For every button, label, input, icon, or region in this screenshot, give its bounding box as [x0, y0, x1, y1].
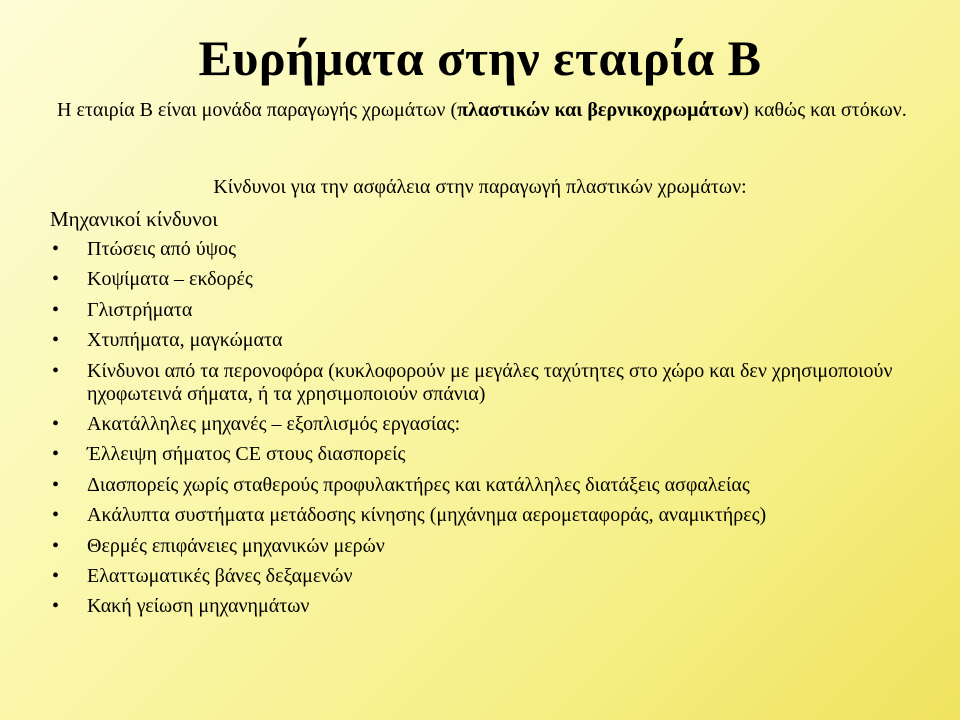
list-item-text: Γλιστρήματα	[87, 298, 193, 321]
intro-text-after: ) καθώς και στόκων.	[742, 99, 907, 121]
bullet-icon: •	[52, 412, 60, 435]
list-item	[52, 329, 932, 352]
list-item	[52, 595, 932, 618]
bullet-icon: •	[52, 504, 60, 527]
category-heading: Μηχανικοί κίνδυνοι	[50, 207, 218, 231]
bullet-icon: •	[52, 298, 60, 321]
list-item-text: Πτώσεις από ύψος	[87, 238, 237, 260]
bullet-icon: •	[52, 359, 60, 382]
list-item-text: Έλλειψη σήματος CE στους διασπορείς	[87, 443, 406, 466]
list-item-text: Ακατάλληλες μηχανές – εξοπλισμός εργασίας:	[87, 412, 461, 435]
intro-text-before: Η εταιρία Β είναι μονάδα παραγωγής χρωμάτων (	[57, 99, 458, 121]
list-item-text: Θερμές επιφάνειες μηχανικών μερών	[87, 534, 385, 557]
list-item-text: Κακή γείωση μηχανημάτων	[87, 595, 310, 618]
list-item	[52, 504, 932, 527]
section-subheading: Κίνδυνοι για την ασφάλεια στην παραγωγή πλαστικών χρωμάτων:	[213, 176, 747, 198]
list-item	[52, 360, 932, 406]
bullet-icon: •	[52, 595, 60, 618]
list-item	[52, 299, 932, 322]
list-item-text: Κοψίματα – εκδορές	[87, 268, 253, 291]
bullet-icon: •	[52, 564, 60, 587]
list-item	[52, 565, 932, 588]
list-item-text: Κίνδυνοι από τα περονοφόρα (κυκλοφορούν με μεγάλες ταχύτητες στο χώρο και δεν χρησιμοποιούν ηχοφωτεινά σήματα, ή τα χρησιμοποιούν σπάνια)	[87, 359, 893, 405]
bullet-icon: •	[52, 534, 60, 557]
list-item	[52, 413, 932, 436]
bullet-icon: •	[52, 443, 60, 466]
list-item	[52, 535, 932, 558]
list-item	[52, 268, 932, 291]
list-item-text: Ελαττωματικές βάνες δεξαμενών	[87, 564, 353, 587]
intro-text-bold: πλαστικών και βερνικοχρωμάτων	[457, 99, 743, 121]
list-item-text: Ακάλυπτα συστήματα μετάδοσης κίνησης (μηχάνημα αερομεταφοράς, αναμικτήρες)	[87, 504, 767, 527]
list-item	[52, 443, 932, 466]
bullet-icon: •	[52, 473, 60, 496]
list-item	[52, 238, 932, 261]
hazard-list	[52, 238, 932, 626]
intro-paragraph	[57, 98, 937, 122]
bullet-icon: •	[52, 329, 60, 352]
slide-title: Ευρήματα στην εταιρία Β	[198, 30, 762, 86]
list-item-text: Διασπορείς χωρίς σταθερούς προφυλακτήρες και κατάλληλες διατάξεις ασφαλείας	[87, 473, 750, 496]
list-item-text: Χτυπήματα, μαγκώματα	[87, 329, 283, 352]
list-item	[52, 474, 932, 497]
bullet-icon: •	[52, 238, 60, 260]
bullet-icon: •	[52, 268, 60, 291]
